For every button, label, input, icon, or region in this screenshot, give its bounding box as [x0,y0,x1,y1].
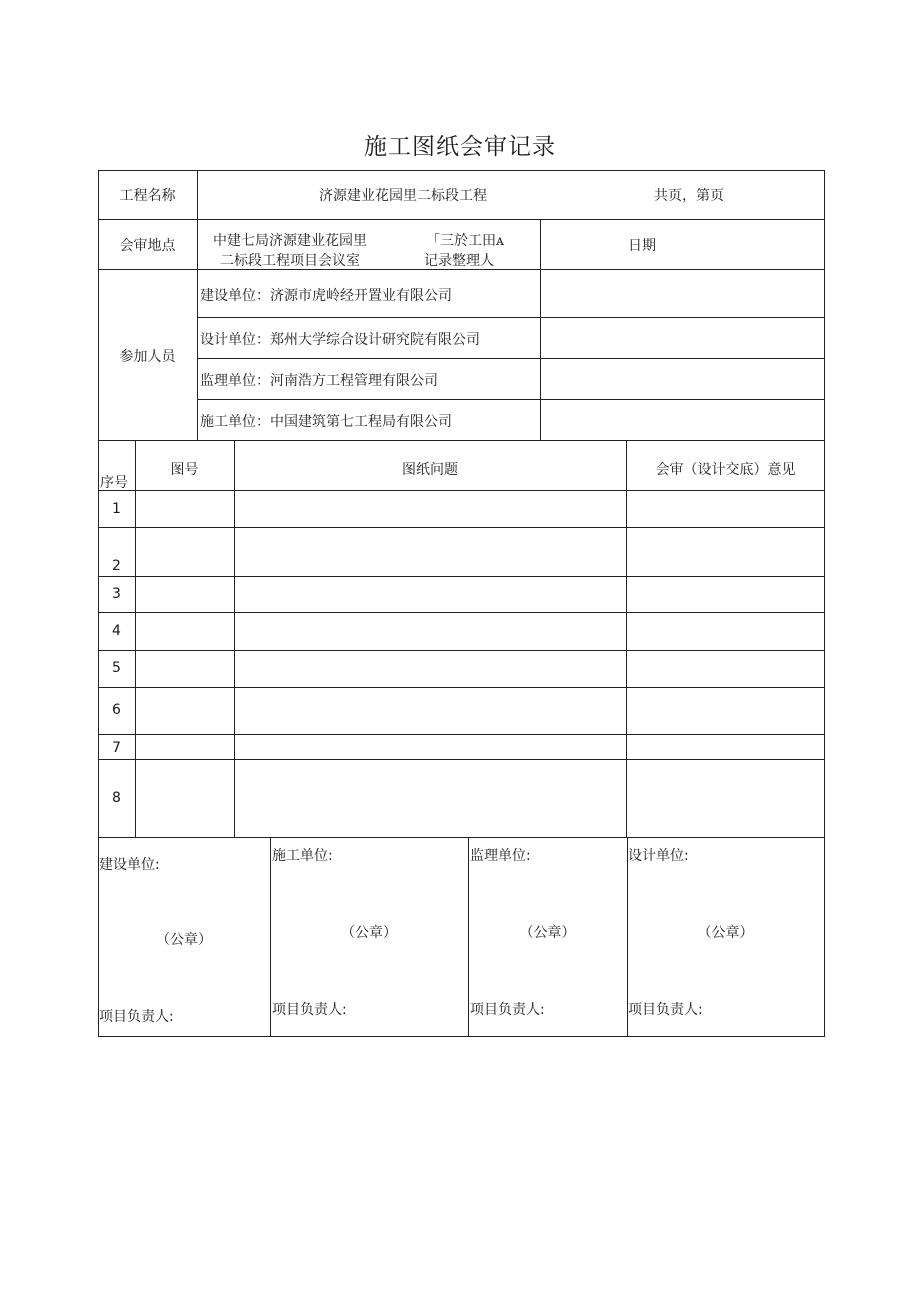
border-top [98,170,825,171]
participant-contractor: 施工单位：中国建筑第七工程局有限公司 [200,414,452,430]
recorder-label: 记录整理人 [424,253,494,269]
row-number: 5 [112,660,121,676]
row-number: 6 [112,702,121,718]
divider [98,837,825,838]
row-number: 4 [112,623,121,639]
drawing-no-header: 图号 [170,462,199,478]
sig-owner-seal: （公章） [156,932,212,948]
seq-header: 序号 [100,475,128,491]
page-count: 共页，第页 [654,188,724,204]
divider [98,612,825,613]
divider [98,219,825,220]
row-number: 1 [112,501,121,517]
row-number: 7 [112,740,121,756]
sig-supervision-unit: 监理单位: [470,848,531,864]
divider [197,399,825,400]
participant-design-unit: 设计单位：郑州大学综合设计研究院有限公司 [200,332,480,348]
sig-owner-unit: 建设单位: [99,857,160,873]
divider [234,440,235,837]
sig-contractor-unit: 施工单位: [272,848,333,864]
sig-design-leader: 项目负责人: [628,1002,703,1018]
divider [98,440,825,441]
divider [135,440,136,837]
sig-contractor-seal: （公章） [341,925,397,941]
row-number: 8 [112,790,121,806]
review-form [98,170,825,1037]
divider [98,687,825,688]
divider [197,358,825,359]
divider [98,527,825,528]
divider [98,759,825,760]
location-value-line2: 二标段工程项目会议室 [220,253,360,269]
participants-label: 参加人员 [119,349,176,365]
location-value-line1: 中建七局济源建业花园里 [213,233,367,249]
sig-supervision-seal: （公章） [519,925,576,941]
project-name-label: 工程名称 [119,188,176,204]
opinion-header: 会审（设计交底）意见 [655,462,796,478]
divider [197,170,198,441]
divider [98,490,825,491]
divider [626,440,627,837]
divider [98,650,825,651]
border-right [824,170,825,1037]
participant-supervision-unit: 监理单位：河南浩方工程管理有限公司 [200,373,438,389]
project-name-value: 济源建业花园里二标段工程 [319,188,487,204]
sig-design-seal: （公章） [697,925,754,941]
divider [98,576,825,577]
issue-header: 图纸问题 [402,462,458,478]
sig-supervision-leader: 项目负责人: [470,1002,545,1018]
divider [98,734,825,735]
document-title: 施工图纸会审记录 [364,134,556,160]
sig-contractor-leader: 项目负责人: [272,1002,347,1018]
row-number: 3 [112,586,121,602]
divider [540,219,541,441]
border-left [98,170,99,1037]
sig-design-unit: 设计单位: [628,848,689,864]
garbled-text: 「三於工田ᴀ [426,233,504,249]
divider [197,317,825,318]
date-label: 日期 [628,238,656,254]
sig-owner-leader: 项目负责人: [99,1009,174,1025]
participant-construction-owner: 建设单位：济源市虎岭经开置业有限公司 [200,288,452,304]
row-number: 2 [112,558,121,574]
border-bottom [98,1036,825,1037]
location-label: 会审地点 [119,238,176,254]
